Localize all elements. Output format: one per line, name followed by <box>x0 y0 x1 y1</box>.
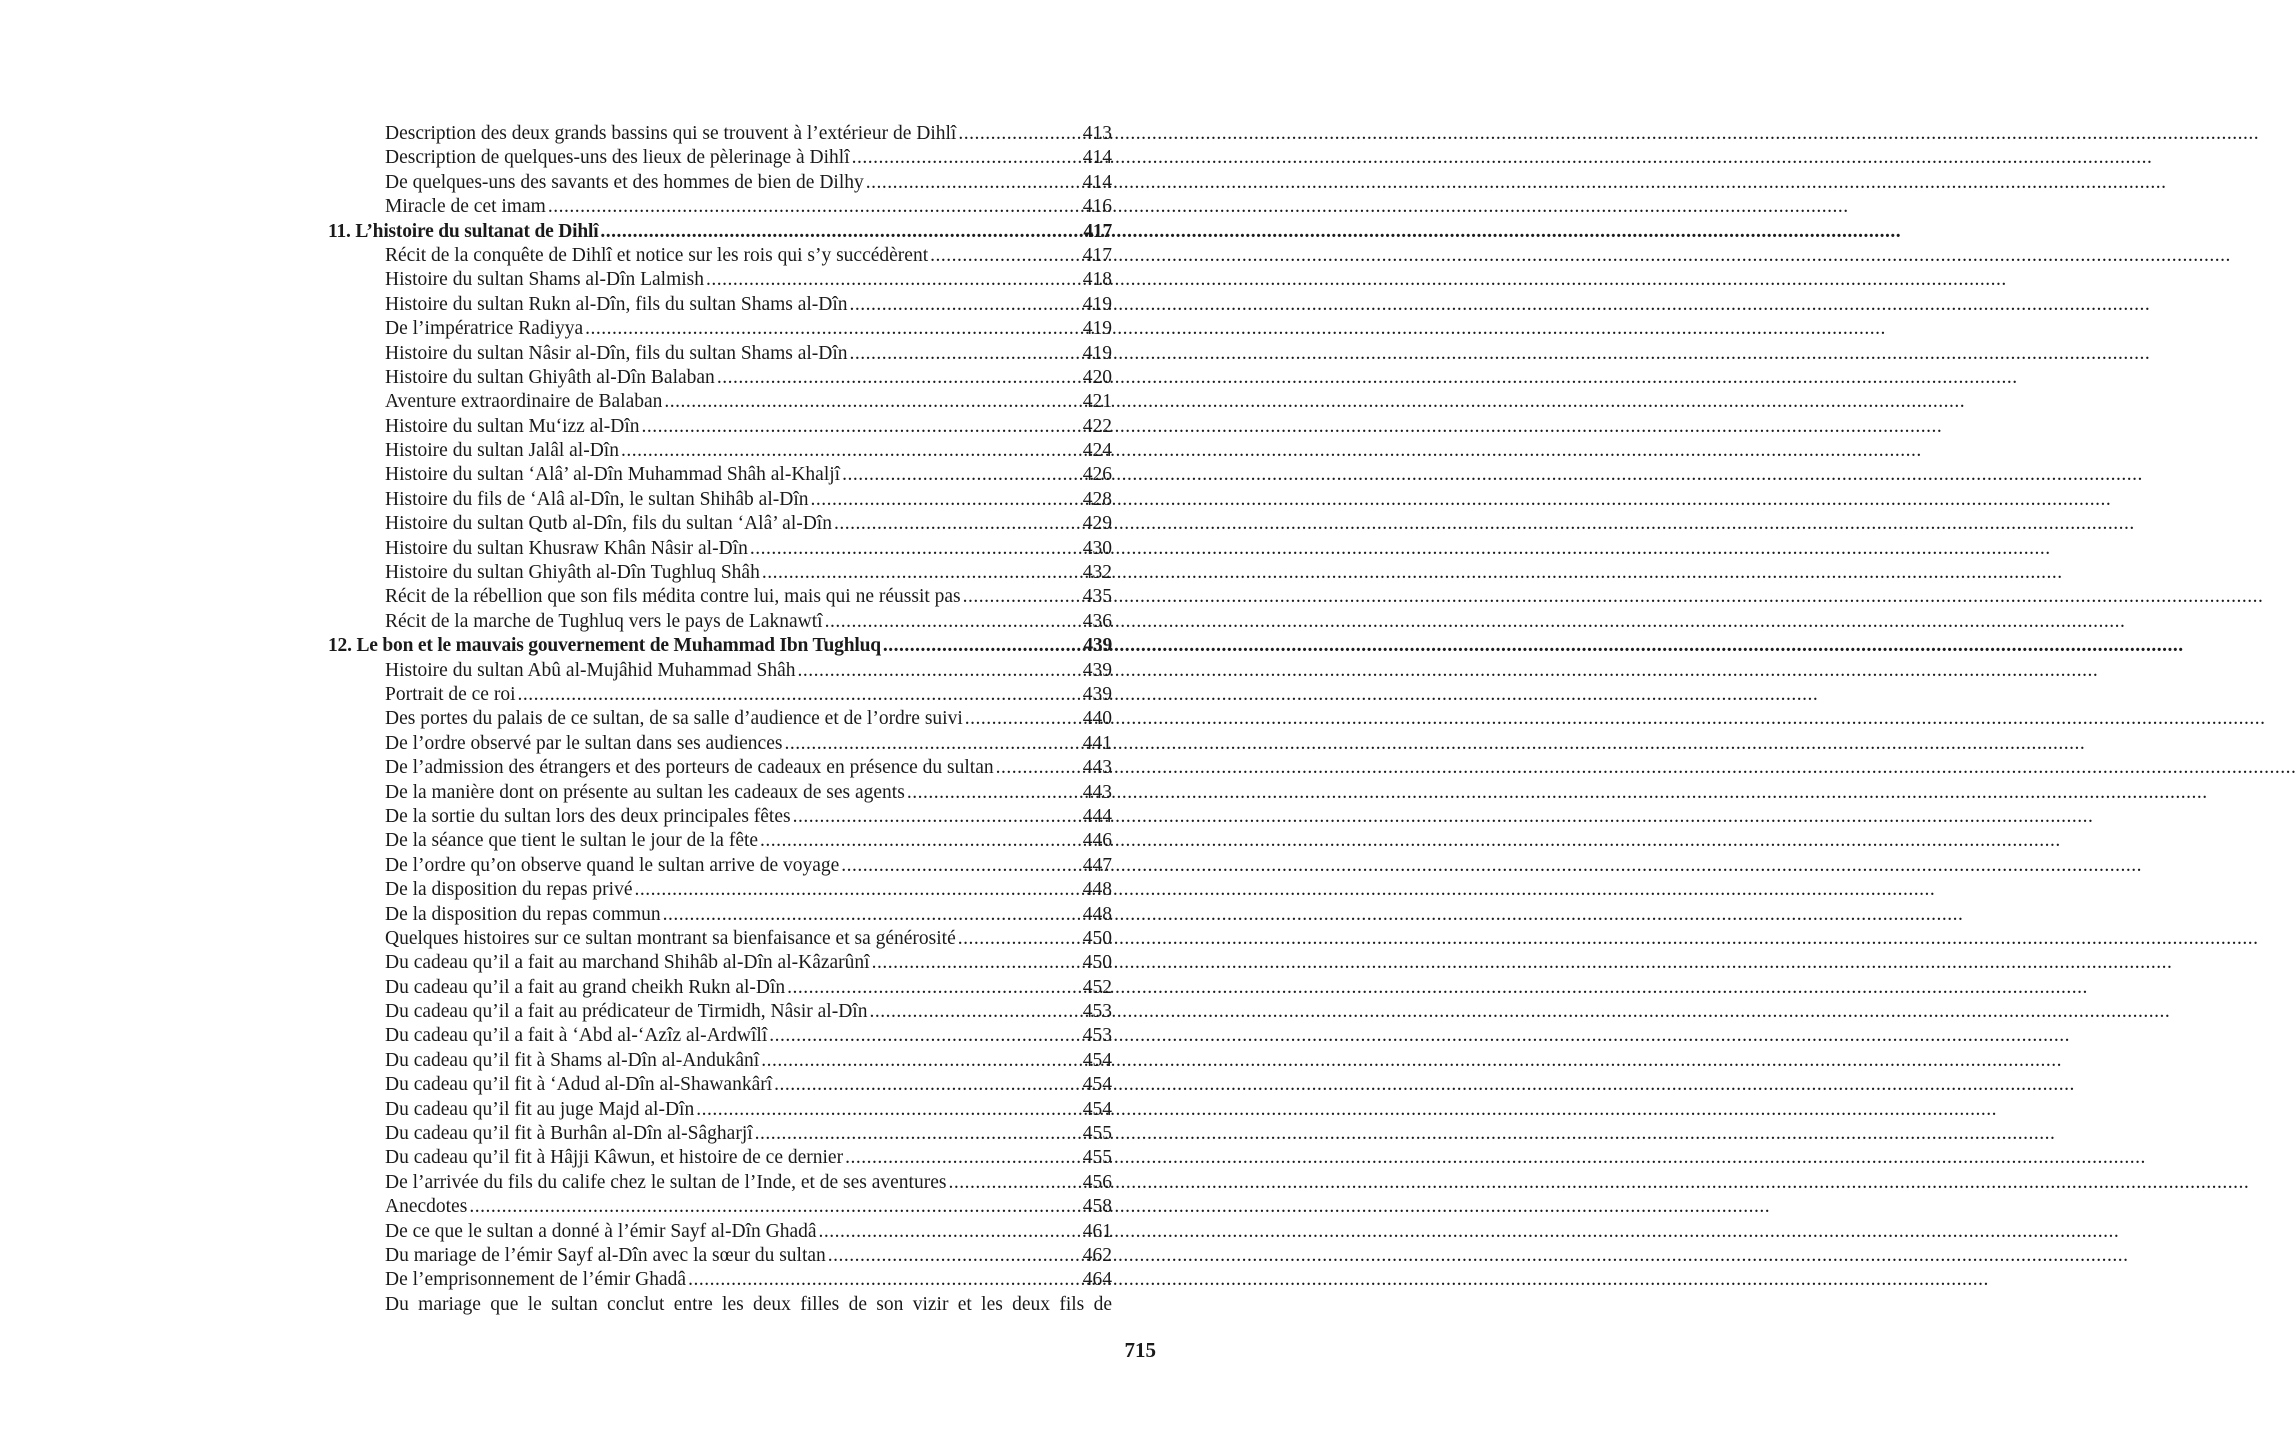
toc-entry-title: De ce que le sultan a donné à l’émir Sayf al-Dîn Ghadâ <box>385 1220 817 1242</box>
toc-entry <box>328 951 1112 975</box>
toc-entry <box>328 366 1112 390</box>
toc-entry-title: Histoire du sultan Jalâl al-Dîn <box>385 440 619 462</box>
dot-leader <box>811 488 1082 512</box>
dot-leader <box>664 390 1081 414</box>
toc-entry-page: 462 <box>1082 1244 1112 1266</box>
toc-entry-title: Description des deux grands bassins qui se trouvent à l’extérieur de Dihlî <box>385 123 957 144</box>
toc-entry <box>328 976 1112 1000</box>
toc-entry-page: 419 <box>1082 342 1112 364</box>
toc-entry <box>328 707 1112 731</box>
toc-entry-title: 11. L’histoire du sultanat de Dihlî <box>328 220 599 242</box>
dot-leader <box>841 854 1081 878</box>
toc-entry-title: De l’arrivée du fils du calife chez le sultan de l’Inde, et de ses aventures <box>385 1171 947 1193</box>
toc-entry-title: Du cadeau qu’il a fait au grand cheikh Rukn al-Dîn <box>385 976 786 998</box>
toc-entry <box>328 1073 1112 1097</box>
dot-leader <box>819 1220 1082 1244</box>
toc-entry <box>328 781 1112 805</box>
dot-leader <box>930 244 1082 268</box>
dot-leader <box>784 732 1081 756</box>
toc-entry-page: 414 <box>1082 147 1112 169</box>
toc-entry-page: 452 <box>1082 976 1112 998</box>
toc-entry-page: 455 <box>1082 1123 1112 1145</box>
toc-entry-title: Récit de la marche de Tughluq vers le pays de Laknawtî <box>385 610 823 632</box>
toc-entry-page: 416 <box>1082 196 1112 218</box>
dot-leader <box>755 1122 1082 1146</box>
toc-entry-page: 419 <box>1082 293 1112 315</box>
toc-entry-title: Histoire du sultan Mu‘izz al-Dîn <box>385 415 640 437</box>
toc-entry-title: De l’emprisonnement de l’émir Ghadâ <box>385 1269 687 1291</box>
toc-entry <box>328 390 1112 414</box>
dot-leader <box>996 756 1082 780</box>
toc-entry <box>328 268 1112 292</box>
toc-entry-title: Des portes du palais de ce sultan, de sa salle d’audience et de l’ordre suivi <box>385 708 963 730</box>
toc-entry-title: Histoire du sultan Shams al-Dîn Lalmish <box>385 269 705 291</box>
toc-entry-title: Histoire du sultan Rukn al-Dîn, fils du sultan Shams al-Dîn <box>385 293 848 315</box>
dot-leader <box>635 878 1082 902</box>
dot-leader <box>958 122 1081 146</box>
toc-entry-title: Du mariage de l’émir Sayf al-Dîn avec la sœur du sultan <box>385 1244 826 1266</box>
toc-entry-title: Histoire du sultan Ghiyâth al-Dîn Balaban <box>385 366 715 388</box>
toc-entry <box>328 1244 1112 1268</box>
toc-entry-page: 461 <box>1082 1220 1112 1242</box>
toc-entry <box>328 1098 1112 1122</box>
toc-entry-page: 454 <box>1082 1074 1112 1096</box>
toc-entry-title: Quelques histoires sur ce sultan montrant sa bienfaisance et sa générosité <box>385 927 956 949</box>
toc-entry <box>328 585 1112 609</box>
toc-entry <box>328 342 1112 366</box>
toc-entry-page: 420 <box>1082 366 1112 388</box>
toc-entry <box>328 1024 1112 1048</box>
toc-entry-title: De l’ordre qu’on observe quand le sultan arrive de voyage <box>385 854 840 876</box>
toc-entry-title: De la séance que tient le sultan le jour de la fête <box>385 830 759 852</box>
toc-entry-title: De l’ordre observé par le sultan dans ses audiences <box>385 732 783 754</box>
toc-entry-page: 448 <box>1082 879 1112 901</box>
dot-leader <box>834 512 1082 536</box>
page-number: 715 <box>1124 1338 1156 1362</box>
dot-leader <box>750 537 1082 561</box>
toc-entry <box>328 1171 1112 1195</box>
dot-leader <box>706 268 1082 292</box>
toc-entry <box>328 1146 1112 1170</box>
toc-entry <box>328 1049 1112 1073</box>
dot-leader <box>965 707 1082 731</box>
toc-entry <box>328 756 1112 780</box>
toc-entry-title: Du cadeau qu’il a fait au prédicateur de Tirmidh, Nâsir al-Dîn <box>385 1001 868 1023</box>
toc-entry <box>328 415 1112 439</box>
toc-entry-page: 417 <box>1083 220 1112 242</box>
toc-entry-page: 428 <box>1082 488 1112 510</box>
toc-entry <box>328 903 1112 927</box>
toc-entry-page: 413 <box>1082 123 1112 144</box>
dot-leader <box>825 610 1082 634</box>
toc-entry-page: 458 <box>1082 1196 1112 1218</box>
dot-leader <box>663 903 1082 927</box>
dot-leader <box>883 634 1082 658</box>
toc-entry-page: 422 <box>1082 415 1112 437</box>
toc-entry-page: 455 <box>1082 1147 1112 1169</box>
toc-entry-title: Histoire du fils de ‘Alâ al-Dîn, le sultan Shihâb al-Dîn <box>385 488 809 510</box>
toc-entry <box>328 610 1112 634</box>
dot-leader <box>621 439 1082 463</box>
toc-entry-page: 424 <box>1082 440 1112 462</box>
toc-entry-page: 439 <box>1082 683 1112 705</box>
dot-leader <box>869 1000 1081 1024</box>
table-of-contents <box>328 122 1112 1317</box>
dot-leader <box>866 171 1082 195</box>
toc-entry <box>328 927 1112 951</box>
dot-leader <box>787 976 1082 1000</box>
toc-entry-page: 432 <box>1082 562 1112 584</box>
dot-leader <box>717 366 1082 390</box>
toc-entry-page: 446 <box>1082 830 1112 852</box>
toc-entry-page: 419 <box>1082 318 1112 340</box>
toc-entry-title: Miracle de cet imam <box>385 196 546 218</box>
dot-leader <box>963 585 1082 609</box>
toc-entry-page: 448 <box>1082 903 1112 925</box>
dot-leader <box>696 1098 1082 1122</box>
dot-leader <box>774 1073 1082 1097</box>
dot-leader <box>907 781 1082 805</box>
toc-entry-title: Aventure extraordinaire de Balaban <box>385 391 663 413</box>
toc-entry <box>328 659 1112 683</box>
toc-entry-title: Anecdotes <box>385 1196 468 1218</box>
toc-entry-title: Du cadeau qu’il fit au juge Majd al-Dîn <box>385 1098 695 1120</box>
toc-entry-page: 453 <box>1082 1001 1112 1023</box>
toc-entry-page: 436 <box>1082 610 1112 632</box>
toc-entry <box>328 829 1112 853</box>
toc-entry <box>328 488 1112 512</box>
toc-entry <box>328 439 1112 463</box>
toc-entry <box>328 561 1112 585</box>
toc-entry <box>328 1220 1112 1244</box>
toc-entry <box>328 854 1112 878</box>
toc-entry-page: 453 <box>1082 1025 1112 1047</box>
toc-entry <box>328 1122 1112 1146</box>
toc-entry-page: 441 <box>1082 732 1112 754</box>
dot-leader <box>762 561 1082 585</box>
toc-entry-page: 414 <box>1082 171 1112 193</box>
toc-entry-page: 440 <box>1082 708 1112 730</box>
dot-leader <box>769 1024 1082 1048</box>
dot-leader <box>688 1268 1082 1292</box>
toc-entry-title: Du cadeau qu’il fit à Shams al-Dîn al-Andukânî <box>385 1049 760 1071</box>
toc-entry <box>328 317 1112 341</box>
toc-entry-page: 439 <box>1082 659 1112 681</box>
toc-entry-page: 443 <box>1082 757 1112 779</box>
toc-entry-page: 435 <box>1082 586 1112 608</box>
toc-entry-page: 443 <box>1082 781 1112 803</box>
toc-entry-page: 417 <box>1082 244 1112 266</box>
toc-entry-title: De la manière dont on présente au sultan les cadeaux de ses agents <box>385 781 905 803</box>
dot-leader <box>469 1195 1081 1219</box>
toc-entry-title: De l’impératrice Radiyya <box>385 318 584 340</box>
dot-leader <box>845 1146 1082 1170</box>
toc-entry-page: 421 <box>1082 391 1112 413</box>
toc-entry-title: Histoire du sultan Qutb al-Dîn, fils du sultan ‘Alâ’ al-Dîn <box>385 513 832 535</box>
toc-entry-page: 450 <box>1082 952 1112 974</box>
dot-leader <box>761 1049 1082 1073</box>
toc-chapter-entry <box>328 634 1112 658</box>
dot-leader <box>850 293 1082 317</box>
toc-entry-title: De la disposition du repas commun <box>385 903 661 925</box>
toc-entry-title: De la sortie du sultan lors des deux principales fêtes <box>385 805 791 827</box>
toc-entry <box>328 1195 1112 1219</box>
toc-entry <box>328 171 1112 195</box>
dot-leader <box>600 220 1082 244</box>
toc-entry-title: Description de quelques-uns des lieux de pèlerinage à Dihlî <box>385 147 850 169</box>
toc-entry-page: 464 <box>1082 1269 1112 1291</box>
dot-leader <box>518 683 1082 707</box>
toc-entry-title: Histoire du sultan Khusraw Khân Nâsir al-Dîn <box>385 537 748 559</box>
toc-entry-page: 454 <box>1082 1098 1112 1120</box>
toc-entry-page: 456 <box>1082 1171 1112 1193</box>
toc-entry-title: Récit de la conquête de Dihlî et notice sur les rois qui s’y succédèrent <box>385 244 929 266</box>
toc-entry <box>328 463 1112 487</box>
toc-entry-title: Du cadeau qu’il a fait au marchand Shihâb al-Dîn al-Kâzarûnî <box>385 952 870 974</box>
dot-leader <box>852 146 1082 170</box>
toc-entry-page: 429 <box>1082 513 1112 535</box>
dot-leader <box>642 415 1082 439</box>
dot-leader <box>850 342 1082 366</box>
toc-entry-title: Du cadeau qu’il fit à Hâjji Kâwun, et histoire de ce dernier <box>385 1147 844 1169</box>
toc-entry-page: 444 <box>1082 805 1112 827</box>
toc-entry-title: Histoire du sultan Nâsir al-Dîn, fils du sultan Shams al-Dîn <box>385 342 848 364</box>
toc-entry-continued <box>328 1293 1112 1317</box>
toc-entry <box>328 293 1112 317</box>
dot-leader <box>798 659 1082 683</box>
toc-entry-title: Récit de la rébellion que son fils médita contre lui, mais qui ne réussit pas <box>385 586 961 608</box>
toc-entry-page: 450 <box>1082 927 1112 949</box>
dot-leader <box>585 317 1082 341</box>
toc-entry-title: De l’admission des étrangers et des porteurs de cadeaux en présence du sultan <box>385 757 994 779</box>
toc-entry-page: 439 <box>1083 635 1112 657</box>
toc-chapter-entry <box>328 220 1112 244</box>
dot-leader <box>548 195 1082 219</box>
toc-entry-title: Du cadeau qu’il fit à Burhân al-Dîn al-Sâgharjî <box>385 1123 753 1145</box>
toc-entry-page: 454 <box>1082 1049 1112 1071</box>
toc-entry <box>328 1268 1112 1292</box>
toc-entry <box>328 537 1112 561</box>
toc-entry-page: 447 <box>1082 854 1112 876</box>
toc-entry <box>328 195 1112 219</box>
dot-leader <box>842 463 1082 487</box>
toc-entry-page: 418 <box>1082 269 1112 291</box>
toc-entry <box>328 1000 1112 1024</box>
toc-entry <box>328 122 1112 146</box>
dot-leader <box>948 1171 1081 1195</box>
toc-entry-title: De la disposition du repas privé <box>385 879 633 901</box>
toc-entry <box>328 878 1112 902</box>
dot-leader <box>872 951 1082 975</box>
toc-entry-page: 430 <box>1082 537 1112 559</box>
dot-leader <box>760 829 1082 853</box>
toc-entry <box>328 512 1112 536</box>
dot-leader <box>793 805 1082 829</box>
toc-entry <box>328 244 1112 268</box>
toc-entry <box>328 683 1112 707</box>
toc-entry-title: Du mariage que le sultan conclut entre les deux filles de son vizir et les deux fils de <box>385 1293 1112 1315</box>
toc-entry-title: De quelques-uns des savants et des hommes de bien de Dilhy <box>385 171 864 193</box>
toc-entry-title: Du cadeau qu’il fit à ‘Adud al-Dîn al-Shawankârî <box>385 1074 773 1096</box>
toc-entry-title: Histoire du sultan ‘Alâ’ al-Dîn Muhammad Shâh al-Khaljî <box>385 464 841 486</box>
toc-entry-title: Portrait de ce roi <box>385 683 516 705</box>
dot-leader <box>828 1244 1082 1268</box>
dot-leader <box>958 927 1082 951</box>
toc-entry <box>328 146 1112 170</box>
toc-entry-title: 12. Le bon et le mauvais gouvernement de Muhammad Ibn Tughluq <box>328 635 881 657</box>
toc-entry-page: 426 <box>1082 464 1112 486</box>
toc-entry-title: Du cadeau qu’il a fait à ‘Abd al-‘Azîz al-Ardwîlî <box>385 1025 768 1047</box>
toc-entry-title: Histoire du sultan Ghiyâth al-Dîn Tughluq Shâh <box>385 562 760 584</box>
toc-entry <box>328 805 1112 829</box>
toc-entry-title: Histoire du sultan Abû al-Mujâhid Muhammad Shâh <box>385 659 796 681</box>
toc-entry <box>328 732 1112 756</box>
